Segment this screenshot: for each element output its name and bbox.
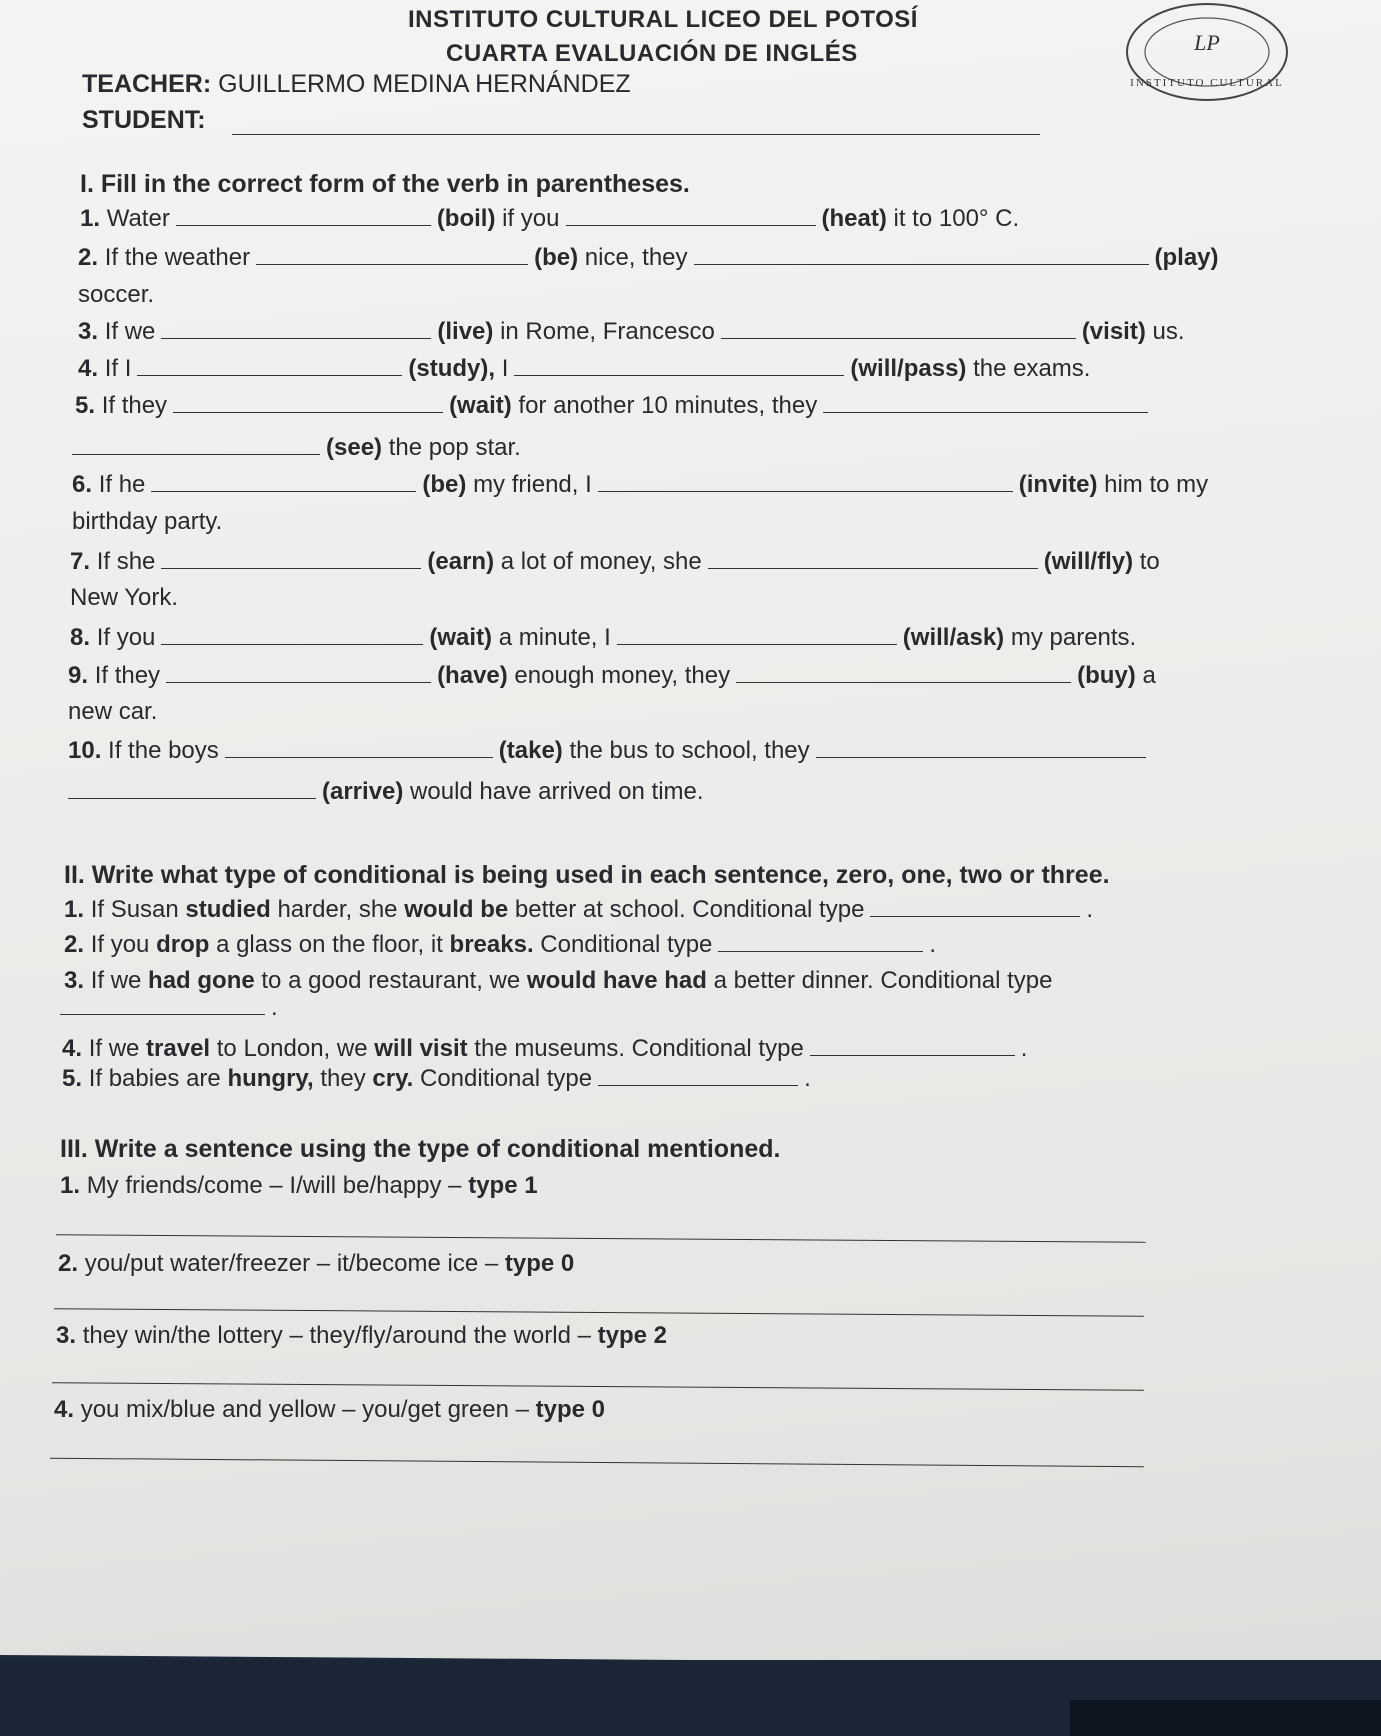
logo-monogram: LP [1194, 30, 1220, 55]
s1-item-5: 5. If they (wait) for another 10 minutes, they [75, 392, 1154, 420]
s1-item-8-blank-1[interactable] [161, 643, 423, 645]
s1-item-6-blank-2[interactable] [598, 490, 1013, 492]
background-object [1070, 1700, 1381, 1736]
s1-item-10-cont: (arrive) would have arrived on time. [68, 778, 704, 806]
s1-item-4-blank-1[interactable] [137, 374, 402, 376]
s1-item-5-blank-2[interactable] [823, 411, 1148, 413]
school-logo-icon [1122, 0, 1292, 108]
s1-item-10-blank-2[interactable] [816, 756, 1146, 758]
s1-item-9-cont: new car. [68, 698, 158, 725]
s1-item-5-blank-1[interactable] [173, 411, 443, 413]
s1-item-2-blank-1[interactable] [256, 263, 528, 265]
school-name: INSTITUTO CULTURAL LICEO DEL POTOSÍ [408, 6, 918, 33]
s3-item-1: 1. My friends/come – I/will be/happy – type 1 [60, 1172, 538, 1199]
section3-title: III. Write a sentence using the type of conditional mentioned. [60, 1135, 781, 1163]
s1-item-6: 6. If he (be) my friend, I (invite) him to my [72, 471, 1209, 498]
s2-item-5: 5. If babies are hungry, they cry. Conditional type . [62, 1065, 811, 1092]
s1-item-10-blank-1[interactable] [225, 756, 493, 758]
s1-item-3: 3. If we (live) in Rome, Francesco (visit) us. [78, 318, 1185, 345]
student-label: STUDENT: [82, 106, 206, 134]
s3-item-4: 4. you mix/blue and yellow – you/get green – type 0 [54, 1396, 606, 1423]
student-name-field[interactable] [232, 134, 1040, 135]
exam-title: CUARTA EVALUACIÓN DE INGLÉS [446, 40, 858, 67]
s2-item-3-cont: . [60, 994, 278, 1022]
s2-item-3-blank[interactable] [60, 1013, 265, 1015]
s1-item-7: 7. If she (earn) a lot of money, she (will/fly) to [70, 548, 1160, 575]
s2-item-2-blank[interactable] [718, 950, 923, 952]
s1-item-10-blank-3[interactable] [68, 797, 316, 799]
s1-item-5-blank-3[interactable] [72, 453, 320, 455]
s1-item-10: 10. If the boys (take) the bus to school, they [68, 737, 1152, 765]
s2-item-1-blank[interactable] [870, 915, 1080, 917]
s1-item-4: 4. If I (study), I (will/pass) the exams. [78, 355, 1091, 382]
s1-item-5-cont: (see) the pop star. [72, 434, 521, 462]
s1-item-2-blank-2[interactable] [694, 263, 1149, 265]
s2-item-3: 3. If we had gone to a good restaurant, we would have had a better dinner. Conditional type [64, 967, 1053, 994]
s1-item-6-cont: birthday party. [72, 508, 223, 535]
s1-item-8: 8. If you (wait) a minute, I (will/ask) my parents. [70, 624, 1137, 651]
s1-item-1-blank-2[interactable] [566, 224, 816, 226]
s1-item-3-blank-2[interactable] [721, 337, 1076, 339]
s2-item-4-blank[interactable] [810, 1054, 1015, 1056]
section2-title: II. Write what type of conditional is being used in each sentence, zero, one, two or three. [64, 861, 1110, 889]
s1-item-6-blank-1[interactable] [151, 490, 416, 492]
s2-item-5-blank[interactable] [598, 1084, 798, 1086]
s1-item-9-blank-1[interactable] [166, 681, 431, 683]
teacher-label: TEACHER: [82, 70, 212, 98]
s3-item-2: 2. you/put water/freezer – it/become ice – type 0 [58, 1250, 575, 1277]
s1-item-7-blank-2[interactable] [708, 567, 1038, 569]
s1-item-7-cont: New York. [70, 584, 179, 611]
s2-item-1: 1. If Susan studied harder, she would be better at school. Conditional type . [64, 896, 1094, 923]
teacher-name: GUILLERMO MEDINA HERNÁNDEZ [218, 70, 631, 98]
s1-item-1: 1. Water (boil) if you (heat) it to 100° C. [80, 205, 1020, 232]
s1-item-8-blank-2[interactable] [617, 643, 897, 645]
section1-title: I. Fill in the correct form of the verb in parentheses. [80, 170, 690, 198]
s1-item-2-cont: soccer. [78, 281, 155, 308]
s1-item-9-blank-2[interactable] [736, 681, 1071, 683]
logo-ring-text: INSTITUTO CULTURAL [1130, 77, 1284, 89]
teacher-line [82, 70, 631, 99]
s2-item-4: 4. If we travel to London, we will visit the museums. Conditional type . [62, 1035, 1028, 1062]
s3-item-3: 3. they win/the lottery – they/fly/around the world – type 2 [56, 1322, 668, 1349]
s1-item-3-blank-1[interactable] [161, 337, 431, 339]
s1-item-9: 9. If they (have) enough money, they (buy) a [68, 662, 1156, 689]
s1-item-2: 2. If the weather (be) nice, they (play) [78, 244, 1219, 271]
s1-item-7-blank-1[interactable] [161, 567, 421, 569]
s1-item-4-blank-2[interactable] [514, 374, 844, 376]
s1-item-1-blank-1[interactable] [176, 224, 431, 226]
s2-item-2: 2. If you drop a glass on the floor, it breaks. Conditional type . [64, 931, 937, 958]
